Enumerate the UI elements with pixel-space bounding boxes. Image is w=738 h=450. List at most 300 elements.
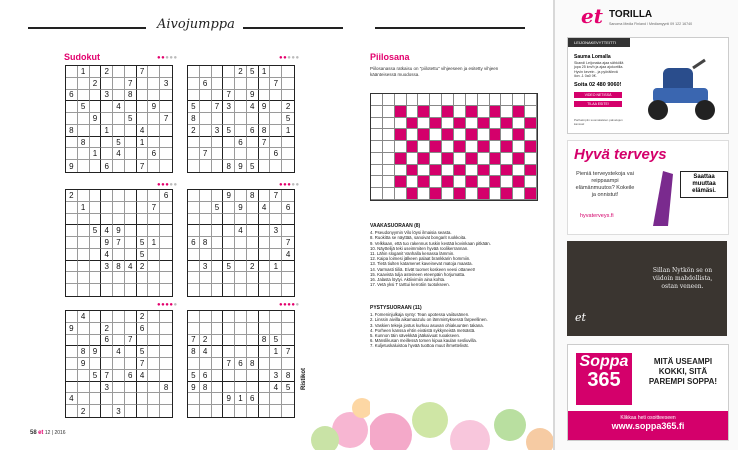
difficulty-dot: ● bbox=[173, 182, 178, 188]
sudoku-cell bbox=[148, 90, 160, 102]
sudoku-cell bbox=[223, 311, 235, 323]
difficulty-dot: ● bbox=[157, 182, 162, 188]
sudoku-cell bbox=[212, 249, 224, 261]
sudoku-cell bbox=[188, 190, 200, 202]
sudoku-cell: 7 bbox=[101, 370, 113, 382]
sudoku-cell bbox=[137, 284, 149, 296]
sudoku-cell: 4 bbox=[235, 225, 247, 237]
crossword-cell bbox=[430, 176, 442, 188]
crossword-cell bbox=[383, 118, 395, 130]
crossword-cell bbox=[395, 118, 407, 130]
sudoku-cell: 4 bbox=[66, 393, 78, 405]
sudoku-cell: 9 bbox=[259, 101, 271, 113]
difficulty-dot: ● bbox=[279, 302, 284, 308]
sudoku-cell: 7 bbox=[125, 335, 137, 347]
sudoku-cell bbox=[188, 137, 200, 149]
across-list bbox=[370, 230, 530, 287]
sudoku-cell bbox=[125, 272, 137, 284]
sudoku-cell bbox=[223, 137, 235, 149]
sudoku-cell: 5 bbox=[223, 125, 235, 137]
difficulty-dot: ● bbox=[279, 55, 284, 61]
crossword-cell bbox=[525, 176, 537, 188]
clue-item: 8. Ruokitta se näyttää, sanoivat bongarit ruokkoita. bbox=[370, 235, 467, 241]
sudoku-cell: 6 bbox=[188, 237, 200, 249]
sudoku-cell bbox=[101, 190, 113, 202]
sudoku-cell: 2 bbox=[200, 335, 212, 347]
crossword-cell bbox=[525, 153, 537, 165]
ad4-cta: Klikkaa heti osoitteeseen bbox=[620, 415, 676, 421]
sudoku-cell bbox=[212, 225, 224, 237]
sudoku-cell bbox=[188, 225, 200, 237]
sudoku-cell bbox=[148, 249, 160, 261]
sudoku-cell bbox=[270, 237, 282, 249]
crossword-cell bbox=[501, 106, 513, 118]
sudoku-cell bbox=[160, 237, 172, 249]
sudoku-cell bbox=[223, 214, 235, 226]
crossword-cell bbox=[525, 118, 537, 130]
sudoku-cell bbox=[188, 214, 200, 226]
ad2-url[interactable]: hyvaterveys.fi bbox=[580, 213, 614, 219]
sudoku-cell bbox=[235, 78, 247, 90]
sudoku-cell bbox=[66, 66, 78, 78]
crossword-cell bbox=[407, 153, 419, 165]
difficulty-dot: ● bbox=[283, 302, 288, 308]
sudoku-cell bbox=[223, 346, 235, 358]
sudoku-cell bbox=[101, 405, 113, 417]
crossword-cell bbox=[442, 188, 454, 200]
sudoku-cell bbox=[148, 160, 160, 172]
sudoku-cell bbox=[101, 202, 113, 214]
sudoku-cell bbox=[212, 66, 224, 78]
sudoku-cell bbox=[212, 78, 224, 90]
sudoku-cell: 5 bbox=[188, 370, 200, 382]
shoe-shape bbox=[653, 171, 673, 226]
ad-hyva-terveys[interactable] bbox=[567, 140, 729, 235]
crossword-cell bbox=[513, 141, 525, 153]
sudoku-cell: 7 bbox=[282, 237, 294, 249]
sudoku-cell bbox=[235, 190, 247, 202]
crossword-cell bbox=[395, 141, 407, 153]
sudoku-cell bbox=[113, 66, 125, 78]
crossword-cell bbox=[371, 118, 383, 130]
crossword-cell bbox=[430, 141, 442, 153]
sudoku-cell bbox=[113, 323, 125, 335]
sudoku-cell bbox=[223, 78, 235, 90]
sudoku-cell: 1 bbox=[270, 261, 282, 273]
sudoku-cell bbox=[282, 160, 294, 172]
sudoku-cell bbox=[259, 214, 271, 226]
sudoku-cell bbox=[113, 78, 125, 90]
sudoku-cell bbox=[148, 66, 160, 78]
crossword-cell bbox=[466, 94, 478, 106]
header-rule bbox=[375, 27, 525, 29]
sudoku-cell: 3 bbox=[113, 405, 125, 417]
sudoku-cell: 7 bbox=[270, 78, 282, 90]
crossword-cell bbox=[490, 153, 502, 165]
crossword-cell bbox=[371, 141, 383, 153]
sudoku-cell: 6 bbox=[270, 148, 282, 160]
crossword-cell bbox=[442, 106, 454, 118]
sudoku-cell bbox=[125, 137, 137, 149]
sudoku-cell bbox=[270, 284, 282, 296]
sudoku-cell bbox=[101, 393, 113, 405]
sudoku-cell: 3 bbox=[200, 261, 212, 273]
sudoku-cell bbox=[160, 125, 172, 137]
sudoku-cell: 7 bbox=[282, 346, 294, 358]
sudoku-cell bbox=[282, 90, 294, 102]
sudoku-cell: 7 bbox=[223, 90, 235, 102]
crossword-cell bbox=[383, 153, 395, 165]
crossword-cell bbox=[466, 165, 478, 177]
soppa-logo bbox=[576, 353, 632, 405]
sudoku-cell bbox=[188, 202, 200, 214]
sudoku-cell bbox=[212, 113, 224, 125]
sudoku-cell: 5 bbox=[90, 370, 102, 382]
sudoku-cell bbox=[101, 346, 113, 358]
crossword-cell bbox=[513, 129, 525, 141]
ad3-et-logo: et bbox=[575, 311, 586, 324]
sudoku-cell: 4 bbox=[137, 125, 149, 137]
sudoku-cell bbox=[78, 323, 90, 335]
sudoku-cell bbox=[90, 382, 102, 394]
crossword-cell bbox=[407, 188, 419, 200]
right-page bbox=[370, 0, 553, 450]
sudoku-cell bbox=[78, 335, 90, 347]
down-list bbox=[370, 312, 530, 348]
sudoku-cell bbox=[212, 137, 224, 149]
sudoku-cell: 9 bbox=[247, 90, 259, 102]
difficulty-dot: ● bbox=[169, 302, 174, 308]
crossword-cell bbox=[501, 176, 513, 188]
sudoku-cell: 1 bbox=[148, 237, 160, 249]
sudoku-cell bbox=[101, 101, 113, 113]
sudoku-cell bbox=[148, 78, 160, 90]
crossword-cell bbox=[407, 118, 419, 130]
difficulty-dot: ● bbox=[157, 55, 162, 61]
sudoku-cell: 1 bbox=[270, 346, 282, 358]
sudoku-cell: 4 bbox=[113, 346, 125, 358]
crossword-cell bbox=[454, 188, 466, 200]
sudoku-cell: 5 bbox=[125, 113, 137, 125]
sudoku-cell bbox=[200, 249, 212, 261]
sudoku-cell: 9 bbox=[148, 101, 160, 113]
sudoku-cell bbox=[188, 160, 200, 172]
sudoku-cell bbox=[200, 66, 212, 78]
sudoku-cell bbox=[235, 382, 247, 394]
sudoku-cell: 5 bbox=[137, 237, 149, 249]
sudoku-cell: 1 bbox=[137, 137, 149, 149]
sudoku-cell bbox=[235, 125, 247, 137]
crossword-cell bbox=[418, 106, 430, 118]
sudoku-cell bbox=[212, 284, 224, 296]
sudoku-cell: 8 bbox=[160, 382, 172, 394]
down-title: PYSTYSUORAAN (11) bbox=[370, 305, 422, 311]
sudoku-cell: 9 bbox=[235, 202, 247, 214]
difficulty-dot: ● bbox=[157, 302, 162, 308]
crossword-cell bbox=[418, 118, 430, 130]
issue-label: 12 | 2016 bbox=[44, 430, 66, 436]
crossword-cell bbox=[418, 188, 430, 200]
clue-item: 2. Linssin aivilla aikamaazulu on lämmintyksessä farpeellinen. bbox=[370, 317, 488, 323]
sudoku-cell bbox=[78, 284, 90, 296]
sudoku-cell bbox=[160, 148, 172, 160]
ad1-fine: Parhaimpiin suomalaisten palvelujen kanssa! bbox=[574, 118, 623, 126]
ad-boat[interactable] bbox=[567, 241, 727, 336]
sudoku-cell bbox=[282, 311, 294, 323]
sudoku-cell bbox=[90, 237, 102, 249]
sudoku-cell bbox=[137, 202, 149, 214]
clue-item: 10. Näyttelijä teki useimmiten hyvää roolikerrannan. bbox=[370, 245, 469, 251]
sudoku-cell bbox=[113, 335, 125, 347]
sudoku-cell: 5 bbox=[212, 202, 224, 214]
crossword-cell bbox=[478, 165, 490, 177]
crossword-cell bbox=[478, 106, 490, 118]
sudoku-cell bbox=[66, 335, 78, 347]
sudoku-cell: 2 bbox=[137, 261, 149, 273]
sudoku-cell bbox=[270, 214, 282, 226]
crossword-cell bbox=[525, 106, 537, 118]
sudoku-cell bbox=[101, 113, 113, 125]
sudoku-cell bbox=[66, 137, 78, 149]
clue-item: 1. Fomeninjulkaja synty: Tean upotessa vaiitusänen. bbox=[370, 312, 470, 318]
difficulty-dot: ● bbox=[173, 302, 178, 308]
sudoku-cell: 6 bbox=[101, 160, 113, 172]
clue-item: 9. Velkkaan, että tuo rakennus tuskin kestää kovinkaan pitkään. bbox=[370, 240, 491, 246]
ad1-video-button[interactable]: VIDEO NETISSÄ bbox=[574, 92, 622, 98]
sudoku-cell: 6 bbox=[282, 202, 294, 214]
sudoku-cell: 5 bbox=[282, 113, 294, 125]
sudoku-cell: 9 bbox=[66, 323, 78, 335]
crossword-cell bbox=[407, 141, 419, 153]
crossword-cell bbox=[466, 153, 478, 165]
sudoku-cell bbox=[113, 284, 125, 296]
crossword-cell bbox=[490, 94, 502, 106]
crossword-cell bbox=[478, 94, 490, 106]
sudoku-cell bbox=[148, 214, 160, 226]
sudoku-cell bbox=[270, 202, 282, 214]
page-header-title: Aivojumppa bbox=[157, 17, 235, 32]
crossword-cell bbox=[454, 94, 466, 106]
sudoku-cell bbox=[282, 272, 294, 284]
sudoku-cell bbox=[78, 148, 90, 160]
sudoku-cell bbox=[148, 335, 160, 347]
sudoku-cell: 5 bbox=[113, 137, 125, 149]
crossword-cell bbox=[430, 165, 442, 177]
sudoku-cell bbox=[78, 160, 90, 172]
ad-soppa365[interactable] bbox=[567, 344, 729, 441]
ad1-body: Skandi Leijonaka ajaa sähköllä jopa 25 km/h ja ajaa ajokortilla. Hyvin kevein - ja pyöräilevä ilon -1 0a0 0€. bbox=[574, 61, 624, 78]
sudoku-cell bbox=[148, 405, 160, 417]
sudoku-cell: 2 bbox=[188, 125, 200, 137]
sudoku-cell: 5 bbox=[270, 335, 282, 347]
sudoku-cell: 4 bbox=[259, 202, 271, 214]
sudoku-cell bbox=[259, 261, 271, 273]
sudoku-cell: 8 bbox=[223, 160, 235, 172]
crossword-cell bbox=[513, 165, 525, 177]
sudoku-cell bbox=[223, 382, 235, 394]
sudoku-cell bbox=[270, 358, 282, 370]
crossword-cell bbox=[478, 176, 490, 188]
clue-item: 12. Kaipa loimesi jälkeen palaat brankkarin hommiin. bbox=[370, 256, 471, 262]
clue-item: 6. Mänslikusan meillessä tomen kipua kaulan sesliuvilla. bbox=[370, 338, 477, 344]
crossword-cell bbox=[466, 129, 478, 141]
crossword-cell bbox=[454, 106, 466, 118]
sudoku-cell: 8 bbox=[78, 137, 90, 149]
ad1-phone: Soita 02 480 9060! bbox=[574, 82, 622, 88]
crossword-cell bbox=[501, 188, 513, 200]
sudoku-cell bbox=[148, 370, 160, 382]
crossword-cell bbox=[478, 153, 490, 165]
sudoku-cell bbox=[137, 78, 149, 90]
crossword-cell bbox=[383, 129, 395, 141]
crossword-cell bbox=[525, 141, 537, 153]
sudoku-cell: 8 bbox=[200, 237, 212, 249]
ad1-brochure-button[interactable]: TILAA ESITE! bbox=[574, 101, 622, 107]
sudoku-cell bbox=[66, 405, 78, 417]
sudoku-cell bbox=[90, 160, 102, 172]
sudoku-cell bbox=[247, 137, 259, 149]
sudoku-cell bbox=[270, 66, 282, 78]
sudoku-cell bbox=[160, 249, 172, 261]
sudoku-cell: 4 bbox=[113, 148, 125, 160]
sudoku-cell bbox=[188, 311, 200, 323]
difficulty-dot: ● bbox=[295, 55, 300, 61]
clue-item: 16. Jalasta löytyi. Aktiivimiin aina kohta. bbox=[370, 277, 446, 283]
sudoku-cell: 7 bbox=[113, 237, 125, 249]
sudoku-cell bbox=[259, 148, 271, 160]
sudoku-cell bbox=[247, 78, 259, 90]
sudoku-cell: 9 bbox=[113, 225, 125, 237]
sudoku-cell bbox=[66, 202, 78, 214]
sudoku-cell: 9 bbox=[235, 160, 247, 172]
sudoku-cell bbox=[235, 272, 247, 284]
sudoku-cell: 2 bbox=[235, 66, 247, 78]
crossword-cell bbox=[513, 176, 525, 188]
sudoku-cell bbox=[137, 113, 149, 125]
sudoku-cell bbox=[247, 237, 259, 249]
sudoku-cell bbox=[125, 346, 137, 358]
sudoku-cell bbox=[125, 160, 137, 172]
sudoku-cell bbox=[223, 323, 235, 335]
sudoku-cell bbox=[259, 272, 271, 284]
sudoku-cell bbox=[66, 382, 78, 394]
sudoku-cell bbox=[188, 358, 200, 370]
crossword-cell bbox=[454, 165, 466, 177]
sudoku-cell bbox=[212, 160, 224, 172]
crossword-cell bbox=[383, 176, 395, 188]
difficulty-dots bbox=[157, 55, 178, 61]
sudoku-cell bbox=[282, 284, 294, 296]
crossword-cell bbox=[430, 153, 442, 165]
clue-item: 11. Lähin sloganit Vanhalla kenassa lämmin. bbox=[370, 251, 455, 257]
sudoku-cell bbox=[259, 160, 271, 172]
scooter-handle bbox=[693, 60, 705, 68]
sudoku-cell bbox=[101, 148, 113, 160]
ad1-head: Sauma Lomalla bbox=[574, 54, 611, 60]
sudoku-cell bbox=[113, 90, 125, 102]
sudoku-cell bbox=[160, 370, 172, 382]
sudoku-cell bbox=[212, 346, 224, 358]
sudoku-cell bbox=[223, 335, 235, 347]
sudoku-cell bbox=[282, 323, 294, 335]
sudoku-cell bbox=[247, 370, 259, 382]
sudoku-cell bbox=[160, 272, 172, 284]
sudoku-cell bbox=[125, 284, 137, 296]
sudoku-cell: 8 bbox=[259, 335, 271, 347]
sudoku-cell: 9 bbox=[188, 382, 200, 394]
sudoku-cell bbox=[101, 284, 113, 296]
sudoku-cell: 7 bbox=[125, 78, 137, 90]
clue-item: 14. Varmasti tiiliä. Eivät tuomet koskeen veesi ottaneet! bbox=[370, 266, 476, 272]
difficulty-dot: ● bbox=[287, 55, 292, 61]
crossword-grid bbox=[370, 93, 538, 201]
crossword-cell bbox=[407, 165, 419, 177]
sudoku-cell bbox=[66, 272, 78, 284]
ad4-cta-band[interactable] bbox=[568, 411, 728, 440]
crossword-cell bbox=[478, 129, 490, 141]
sudoku-cell bbox=[125, 148, 137, 160]
sudoku-cell bbox=[188, 272, 200, 284]
crossword-cell bbox=[490, 141, 502, 153]
sudoku-grid-3 bbox=[65, 189, 173, 297]
sudoku-cell: 9 bbox=[78, 358, 90, 370]
sudoku-cell bbox=[247, 382, 259, 394]
sudoku-cell bbox=[200, 311, 212, 323]
soppa-logo-number: 365 bbox=[587, 369, 621, 391]
sudoku-cell bbox=[259, 190, 271, 202]
sudoku-cell bbox=[125, 225, 137, 237]
sudoku-cell bbox=[101, 272, 113, 284]
crossword-cell bbox=[407, 106, 419, 118]
crossword-cell bbox=[513, 118, 525, 130]
sudoku-cell bbox=[282, 335, 294, 347]
sudoku-cell: 1 bbox=[101, 125, 113, 137]
sudoku-cell bbox=[212, 261, 224, 273]
crossword-cell bbox=[430, 129, 442, 141]
ad-scooter[interactable] bbox=[567, 37, 729, 134]
ad4-url[interactable]: www.soppa365.fi bbox=[611, 421, 685, 431]
sudoku-cell bbox=[125, 202, 137, 214]
sudoku-cell bbox=[282, 137, 294, 149]
sudoku-cell bbox=[90, 335, 102, 347]
sudoku-cell bbox=[259, 237, 271, 249]
sudoku-cell bbox=[282, 393, 294, 405]
sudoku-cell bbox=[90, 311, 102, 323]
sudoku-cell bbox=[223, 405, 235, 417]
sudoku-cell bbox=[125, 214, 137, 226]
shoe-image bbox=[648, 166, 678, 231]
difficulty-dot: ● bbox=[295, 182, 300, 188]
crossword-cell bbox=[418, 129, 430, 141]
sudoku-cell bbox=[188, 249, 200, 261]
sudoku-cell bbox=[113, 113, 125, 125]
crossword-cell bbox=[371, 94, 383, 106]
crossword-cell bbox=[454, 153, 466, 165]
clue-item: 4. Pseudonyymin Vilo löysi ilmaisia seasta. bbox=[370, 230, 452, 236]
sudoku-cell bbox=[90, 323, 102, 335]
crossword-cell bbox=[490, 129, 502, 141]
crossword-cell bbox=[501, 129, 513, 141]
sudoku-cell: 5 bbox=[247, 66, 259, 78]
crossword-cell bbox=[513, 153, 525, 165]
sudoku-cell: 3 bbox=[160, 78, 172, 90]
sudoku-cell bbox=[200, 101, 212, 113]
sudoku-cell bbox=[223, 225, 235, 237]
crossword-cell bbox=[407, 129, 419, 141]
sudoku-cell bbox=[113, 160, 125, 172]
sudoku-cell: 4 bbox=[113, 101, 125, 113]
sudoku-cell: 8 bbox=[188, 113, 200, 125]
